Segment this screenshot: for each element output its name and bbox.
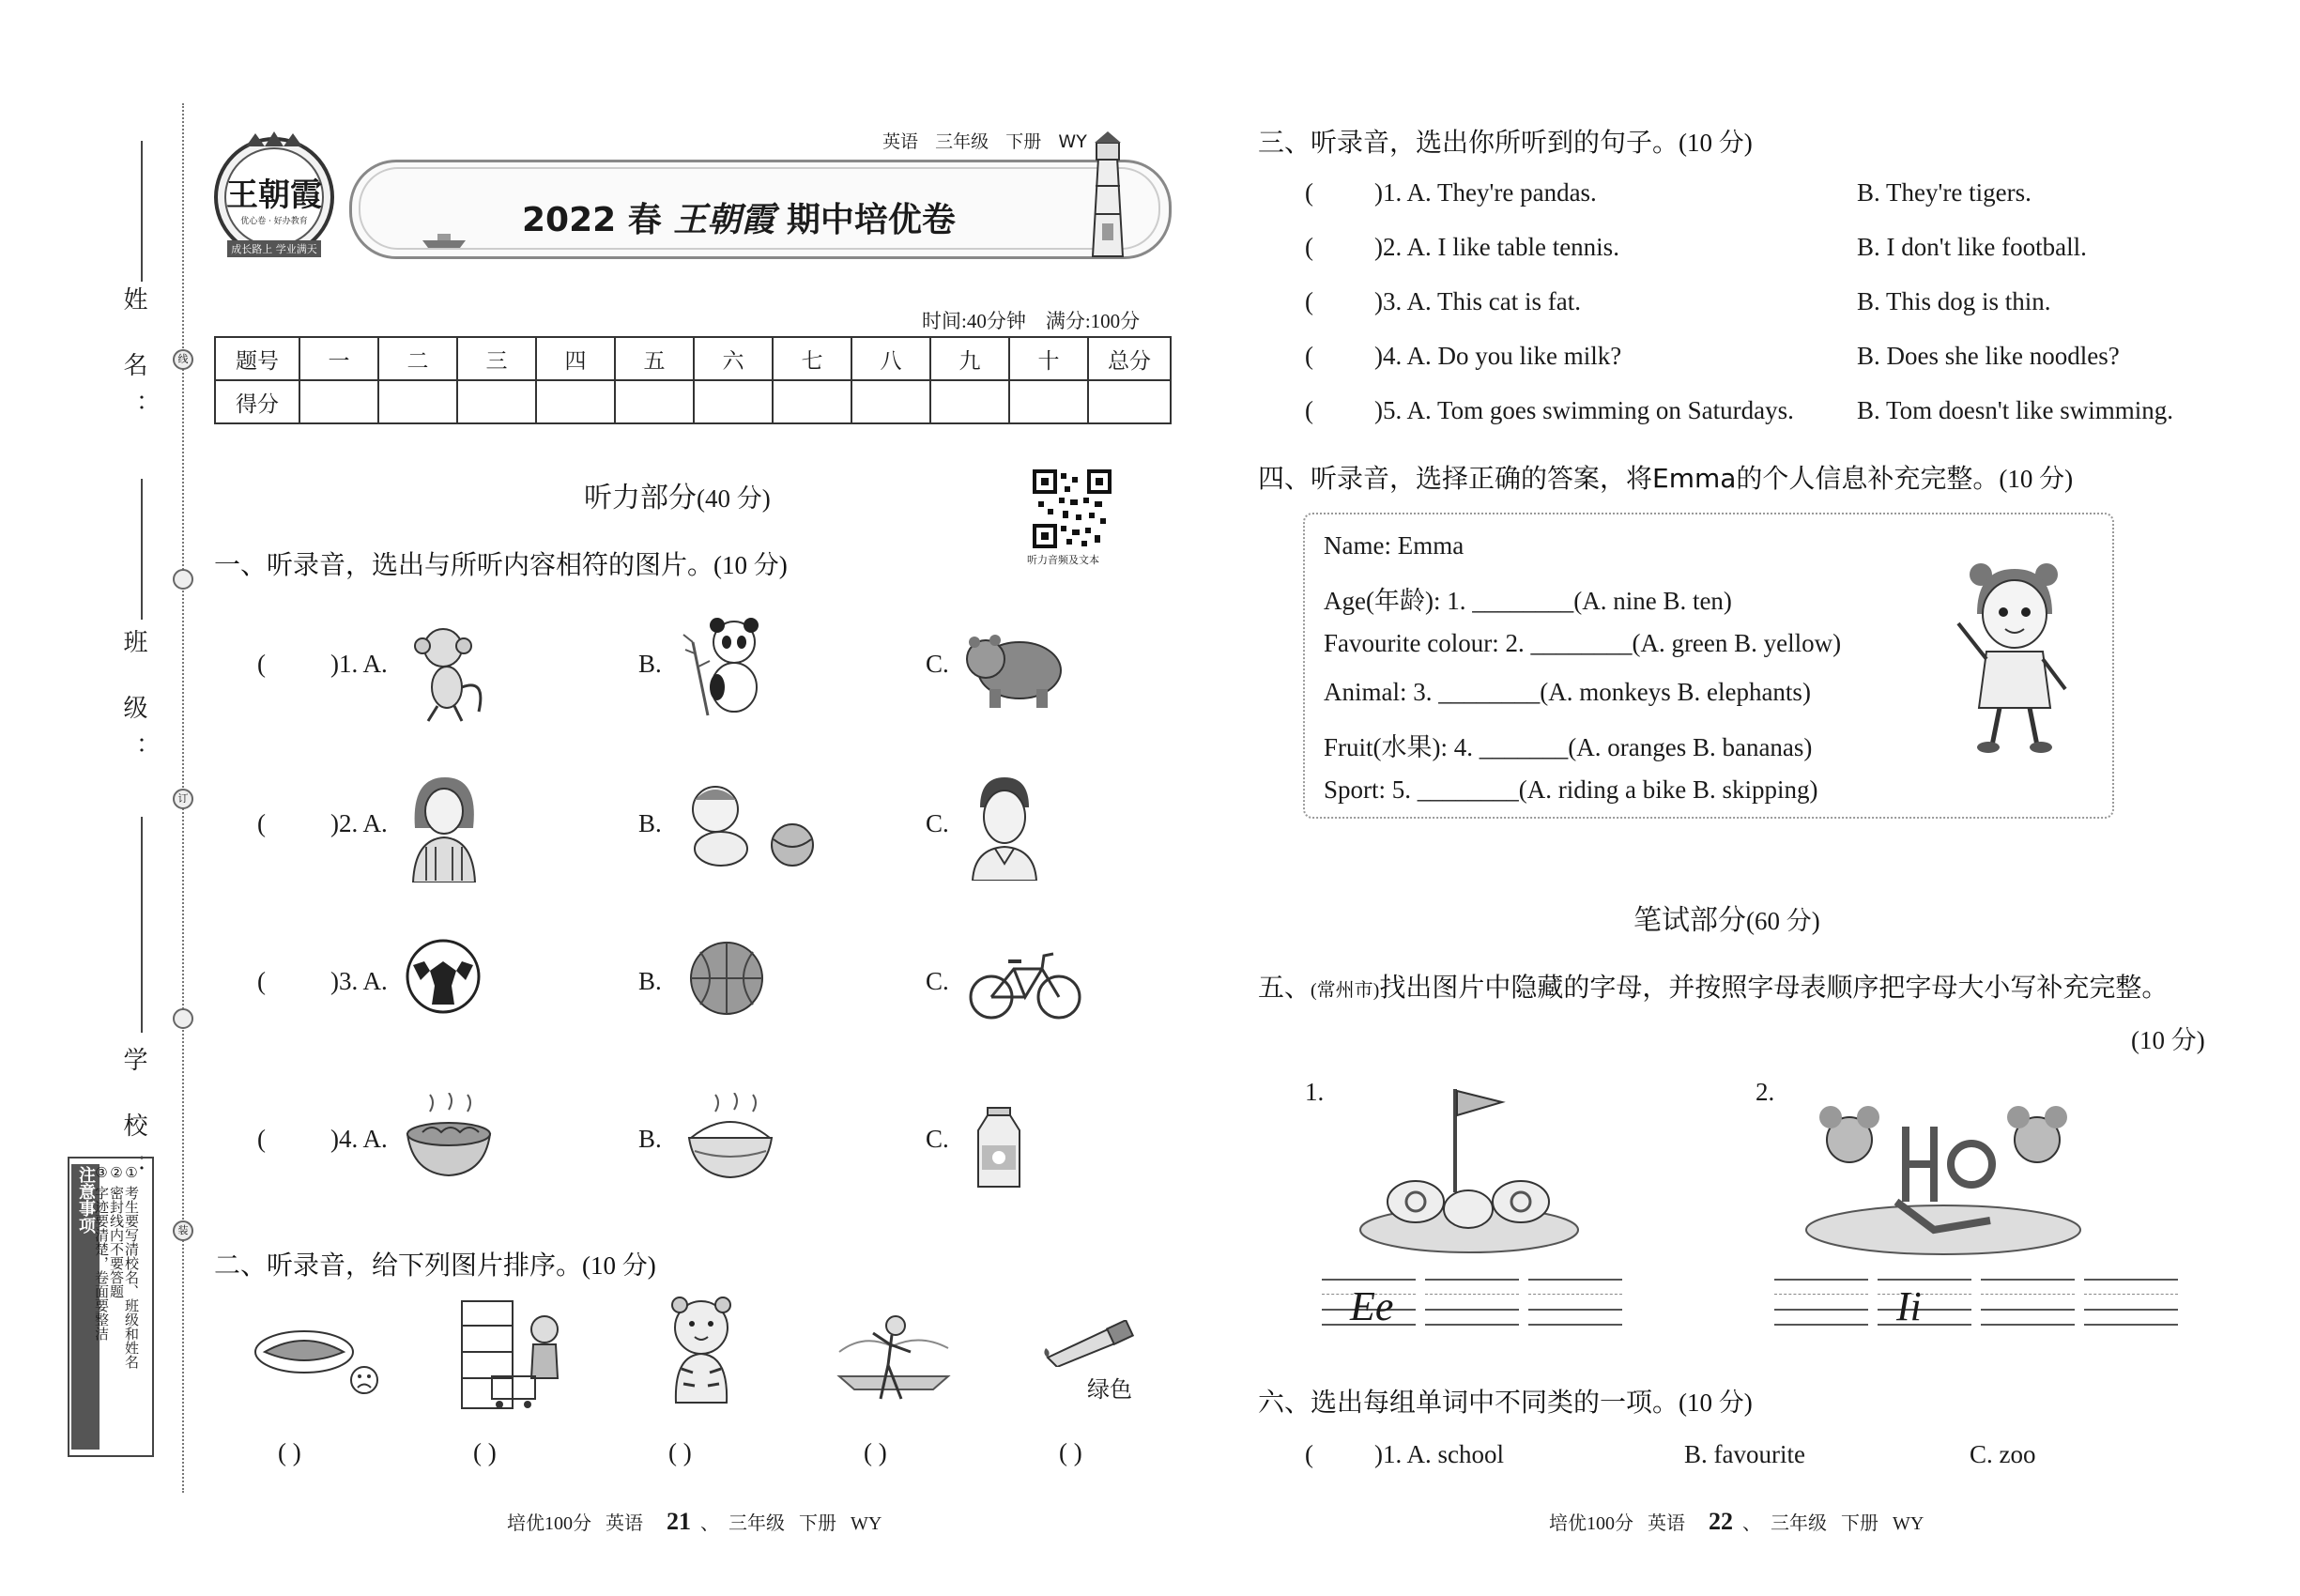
name-underline [141, 141, 143, 282]
section2-title [214, 1245, 656, 1282]
ship-icon [421, 231, 468, 253]
section6-score: (10 分) [1679, 1389, 1753, 1417]
score-input[interactable] [930, 380, 1009, 423]
s1-q3-label: )3. A. [330, 967, 388, 995]
s3-paren[interactable]: ( [1305, 342, 1313, 370]
footer-subject: 英语 [1648, 1513, 1685, 1534]
footer-grade: 三年级 [1771, 1513, 1827, 1534]
footer-page: 21 [667, 1508, 691, 1535]
score-cell: 总分 [1088, 337, 1171, 380]
title-prefix: 2022 春 [522, 201, 662, 239]
section6-title-text: 六、选出每组单词中不同类的一项。 [1258, 1387, 1679, 1418]
s1-q2-label: )2. A. [330, 809, 388, 837]
brand-sub: 优心卷 · 好办教育 [240, 217, 308, 226]
s6-q1-a[interactable]: )1. A. school [1374, 1440, 1504, 1468]
qr-code[interactable] [1033, 469, 1112, 548]
brand-logo [208, 130, 340, 261]
s5-item1-num: 1. [1305, 1078, 1325, 1106]
score-cell: 一 [299, 337, 378, 380]
s3-q2-b[interactable]: B. I don't like football. [1857, 233, 2087, 261]
emma-age[interactable]: Age(年龄): 1. ________(A. nine B. ten) [1324, 587, 1732, 615]
s1-q1-a-label: A. [362, 650, 388, 678]
football-icon[interactable] [404, 937, 483, 1020]
notice-item-2: ② 密封线内不要答题 [108, 1164, 125, 1298]
score-cell: 七 [773, 337, 851, 380]
monkey-icon[interactable] [406, 622, 490, 729]
sample-letter-Ii: Ii [1896, 1283, 1922, 1329]
s3-q3-a[interactable]: )3. A. This cat is fat. [1374, 287, 1581, 315]
meta-grade: 三年级 [935, 131, 989, 152]
section1-title [214, 545, 788, 582]
notice-item-3: ③ 字迹要清楚，卷面要整洁 [93, 1164, 110, 1341]
rice-icon[interactable] [683, 1093, 777, 1183]
mice-letters-picture [1802, 1089, 2084, 1262]
section3-title-text: 三、听录音，选出你所听到的句子。 [1258, 127, 1679, 158]
score-cell: 五 [615, 337, 694, 380]
time-limit: 时间:40分钟 [922, 310, 1026, 332]
footer-grade: 三年级 [728, 1513, 785, 1534]
s1-answer-paren[interactable]: ( [257, 967, 266, 995]
section4-title-text: 四、听录音，选择正确的答案，将Emma的个人信息补充完整。 [1258, 463, 2000, 494]
score-input[interactable] [773, 380, 851, 423]
brand-name: 王朝霞 [226, 176, 322, 214]
s1-q4-b-label: B. [638, 1125, 662, 1153]
section5-city: (常州市) [1311, 980, 1380, 1001]
score-input[interactable] [1009, 380, 1088, 423]
footer-ver: WY [851, 1513, 882, 1534]
section1-title-text: 一、听录音，选出与所听内容相符的图片。 [214, 549, 714, 580]
section5-prefix: 五、 [1258, 972, 1311, 1003]
s2-answer-1[interactable]: ( ) [278, 1438, 301, 1466]
s1-q4-a-label: A. [362, 1125, 388, 1153]
s2-answer-2[interactable]: ( ) [473, 1438, 497, 1466]
score-input[interactable] [457, 380, 536, 423]
s3-q4-a[interactable]: )4. A. Do you like milk? [1374, 342, 1622, 370]
listening-title: 听力部分 [584, 482, 697, 514]
emma-fruit[interactable]: Fruit(水果): 4. _______(A. oranges B. bananas) [1324, 733, 1813, 761]
s3-q5-b[interactable]: B. Tom doesn't like swimming. [1857, 396, 2173, 424]
binding-hole-2 [173, 1008, 193, 1029]
basketball-icon[interactable] [687, 939, 766, 1021]
lighthouse-icon [1080, 130, 1136, 265]
s1-q2-num: 2. [339, 809, 359, 837]
emma-sport[interactable]: Sport: 5. ________(A. riding a bike B. skipping) [1324, 775, 1818, 804]
score-input[interactable] [851, 380, 930, 423]
swimming-icon[interactable] [836, 1305, 952, 1412]
s3-paren[interactable]: ( [1305, 287, 1313, 315]
score-cell: 四 [536, 337, 615, 380]
s3-q2-a[interactable]: )2. A. I like table tennis. [1374, 233, 1619, 261]
binding-hole-1 [173, 569, 193, 590]
section1-score: (10 分) [713, 551, 788, 579]
footer-ver: WY [1893, 1513, 1924, 1534]
bear-icon[interactable] [961, 627, 1065, 715]
score-input[interactable] [615, 380, 694, 423]
s6-paren[interactable]: ( [1305, 1440, 1313, 1468]
written-score: (60 分) [1746, 907, 1820, 935]
s1-q2-c-label: C. [926, 809, 949, 837]
s5-item2-num: 2. [1756, 1078, 1775, 1106]
baby-icon[interactable] [678, 779, 819, 877]
score-input[interactable] [536, 380, 615, 423]
s6-q1-c[interactable]: C. zoo [1970, 1440, 2036, 1468]
section3-score: (10 分) [1679, 129, 1753, 157]
s1-q1-b-label: B. [638, 650, 662, 678]
s6-q1-b[interactable]: B. favourite [1684, 1440, 1805, 1468]
milk-icon[interactable] [973, 1104, 1025, 1194]
brand-ribbon: 成长路上 学业满天 [231, 243, 317, 255]
s1-answer-paren[interactable]: ( [257, 1125, 266, 1153]
sample-letter-Ee: Ee [1350, 1283, 1394, 1329]
s1-q3-num: 3. [339, 967, 359, 995]
meta-term: 下册 [1005, 131, 1042, 152]
footer-left: 培优100分 英语 21 、 三年级 下册 WY [507, 1508, 882, 1535]
exam-title [522, 193, 956, 241]
paint-icon[interactable] [1042, 1320, 1136, 1371]
school-underline [141, 817, 143, 1033]
s1-q3-b-label: B. [638, 967, 662, 995]
bike-icon[interactable] [967, 948, 1085, 1027]
section5-title [1258, 967, 2168, 1005]
s1-q4-label: )4. A. [330, 1125, 388, 1153]
section2-title-text: 二、听录音，给下列图片排序。 [214, 1250, 583, 1281]
s1-q1-label: )1. A. [330, 650, 388, 678]
listening-heading [584, 474, 771, 515]
footer-subject: 英语 [606, 1513, 643, 1534]
score-cell: 题号 [215, 337, 299, 380]
margin-mark-xian: 线 [173, 349, 193, 370]
school-label: 学 校： [119, 1047, 147, 1196]
paint-label: 绿色 [1087, 1376, 1132, 1403]
emma-name: Name: Emma [1324, 531, 1464, 560]
score-cell: 二 [378, 337, 457, 380]
score-input[interactable] [694, 380, 773, 423]
title-suffix: 期中培优卷 [786, 201, 956, 239]
score-header-row [215, 337, 1171, 380]
score-cell: 八 [851, 337, 930, 380]
s3-q3-b[interactable]: B. This dog is thin. [1857, 287, 2051, 315]
girl-icon [1953, 558, 2084, 759]
s1-q4-num: 4. [339, 1125, 359, 1153]
name-label: 姓 名： [119, 286, 147, 436]
fish-icon[interactable] [252, 1322, 383, 1401]
woman-icon[interactable] [402, 772, 486, 886]
footer-series: 培优100分 [1549, 1513, 1633, 1534]
notice-title: 注意事项 [71, 1164, 100, 1450]
score-input[interactable] [378, 380, 457, 423]
s1-q3-a-label: A. [362, 967, 388, 995]
s2-answer-4[interactable]: ( ) [864, 1438, 887, 1466]
man-icon[interactable] [967, 775, 1042, 884]
s3-paren[interactable]: ( [1305, 233, 1313, 261]
s3-paren[interactable]: ( [1305, 396, 1313, 424]
s1-q2-a-label: A. [362, 809, 388, 837]
s1-q4-c-label: C. [926, 1125, 949, 1153]
emma-colour[interactable]: Favourite colour: 2. ________(A. green B. yellow) [1324, 629, 1842, 657]
footer-series: 培优100分 [507, 1513, 591, 1534]
written-title: 笔试部分 [1633, 904, 1746, 937]
s3-q1-b[interactable]: B. They're tigers. [1857, 178, 2032, 207]
s1-q1-num: 1. [339, 650, 359, 678]
s3-paren[interactable]: ( [1305, 178, 1313, 207]
score-input[interactable] [1088, 380, 1171, 423]
s3-q1-a[interactable]: )1. A. They're pandas. [1374, 178, 1597, 207]
written-heading [1633, 897, 1820, 938]
score-table [214, 336, 1172, 424]
section4-score: (10 分) [1999, 465, 2074, 493]
section5-title-text: 找出图片中隐藏的字母，并按照字母表顺序把字母大小写补充完整。 [1379, 972, 2169, 1003]
section5-score: (10 分) [2131, 1026, 2205, 1054]
section2-score: (10 分) [582, 1251, 656, 1280]
s2-answer-5[interactable]: ( ) [1059, 1438, 1082, 1466]
tiger-icon[interactable] [659, 1296, 744, 1408]
score-input[interactable] [299, 380, 378, 423]
qr-caption: 听力音频及文本 [1027, 554, 1099, 566]
noodles-icon[interactable] [402, 1093, 496, 1183]
score-cell: 六 [694, 337, 773, 380]
s1-q3-c-label: C. [926, 967, 949, 995]
meta-subject: 英语 [882, 131, 919, 152]
s1-answer-paren[interactable]: ( [257, 650, 266, 678]
shopping-icon[interactable] [458, 1297, 571, 1416]
s3-q4-b[interactable]: B. Does she like noodles? [1857, 342, 2120, 370]
notice-item-1: ① 考生要写清校名、班级和姓名 [123, 1164, 140, 1369]
section4-title [1258, 458, 2073, 496]
s1-answer-paren[interactable]: ( [257, 809, 266, 837]
s2-answer-3[interactable]: ( ) [668, 1438, 692, 1466]
section3-title [1258, 122, 1753, 160]
header-meta [882, 128, 1087, 153]
footer-term: 下册 [1841, 1513, 1878, 1534]
panda-icon[interactable] [680, 614, 774, 721]
score-cell: 十 [1009, 337, 1088, 380]
s1-q2-b-label: B. [638, 809, 662, 837]
class-label: 班 级： [119, 629, 147, 778]
meta-version: WY [1058, 131, 1087, 152]
emma-animal[interactable]: Animal: 3. ________(A. monkeys B. elephants) [1324, 678, 1811, 706]
section6-title [1258, 1382, 1753, 1420]
s1-q1-c-label: C. [926, 650, 949, 678]
margin-mark-ding: 订 [173, 789, 193, 809]
s3-q5-a[interactable]: )5. A. Tom goes swimming on Saturdays. [1374, 396, 1794, 424]
footer-page: 22 [1709, 1508, 1733, 1535]
footer-right: 培优100分 英语 22 、 三年级 下册 WY [1549, 1508, 1924, 1535]
margin-mark-zhuang: 装 [173, 1220, 193, 1241]
notice-box [68, 1157, 154, 1457]
time-info [922, 306, 1140, 334]
score-cell: 九 [930, 337, 1009, 380]
score-row-label: 得分 [215, 380, 299, 423]
full-score: 满分:100分 [1045, 310, 1141, 332]
snail-letters-picture [1352, 1070, 1587, 1262]
footer-term: 下册 [799, 1513, 836, 1534]
title-brand: 王朝霞 [673, 201, 775, 239]
listening-score: (40 分) [697, 484, 771, 513]
score-cell: 三 [457, 337, 536, 380]
class-underline [141, 479, 143, 620]
score-value-row [215, 380, 1171, 423]
